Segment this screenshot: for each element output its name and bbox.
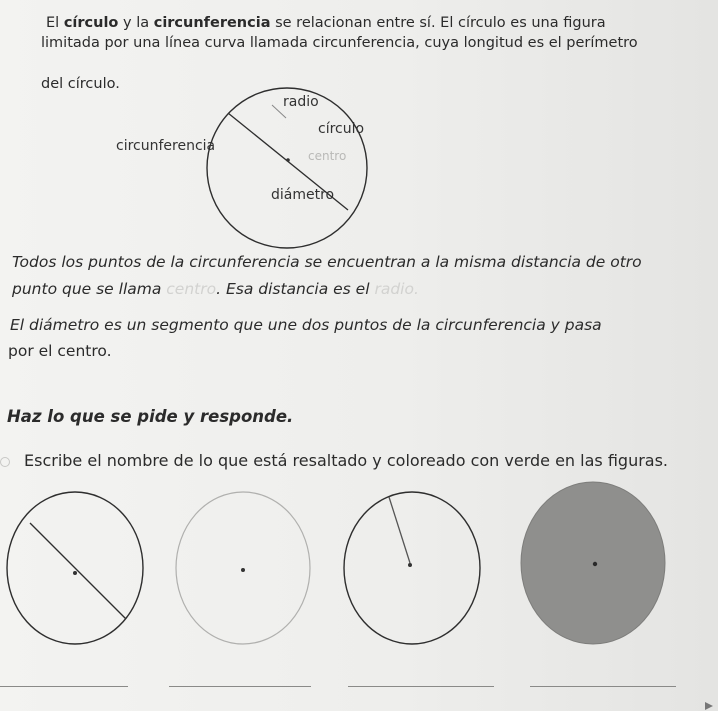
blank-centro: centro	[166, 280, 217, 298]
paragraph-1-line-1: Todos los puntos de la circunferencia se encuentran a la misma distancia de otro	[12, 253, 642, 271]
label-radio: radio	[283, 94, 319, 110]
answer-line-3[interactable]	[348, 686, 494, 687]
intro-line-1: El círculo y la circunferencia se relacionan entre sí. El círculo es una figura	[46, 15, 606, 31]
answer-line-4[interactable]	[530, 686, 676, 687]
answer-line-2[interactable]	[169, 686, 311, 687]
intro-line-2: limitada por una línea curva llamada circunferencia, cuya longitud es el perímetro	[41, 35, 638, 51]
paragraph-2-line-1: El diámetro es un segmento que une dos puntos de la circunferencia y pasa	[10, 316, 602, 334]
task-instruction: Escribe el nombre de lo que está resaltado y coloreado con verde en las figuras.	[0, 451, 668, 470]
figure-circumference	[176, 492, 310, 644]
figure-diameter	[7, 492, 143, 644]
label-circulo: círculo	[318, 121, 365, 137]
label-diametro: diámetro	[271, 187, 335, 203]
section-heading: Haz lo que se pide y responde.	[7, 407, 294, 426]
label-circunferencia: circunferencia	[116, 138, 216, 154]
label-centro: centro	[308, 149, 347, 163]
figure-radius	[344, 492, 480, 644]
corner-arrow-icon	[705, 702, 713, 710]
answer-line-1[interactable]	[0, 686, 128, 687]
bullet-icon	[0, 457, 10, 467]
diagram-circle	[207, 88, 367, 248]
figure-filled-circle	[521, 482, 665, 644]
paragraph-2-line-2: por el centro.	[8, 342, 112, 360]
blank-radio: radio.	[374, 280, 419, 298]
paragraph-1-line-2: punto que se llama centro. Esa distancia es el radio.	[12, 280, 419, 298]
intro-line-3: del círculo.	[41, 76, 120, 92]
